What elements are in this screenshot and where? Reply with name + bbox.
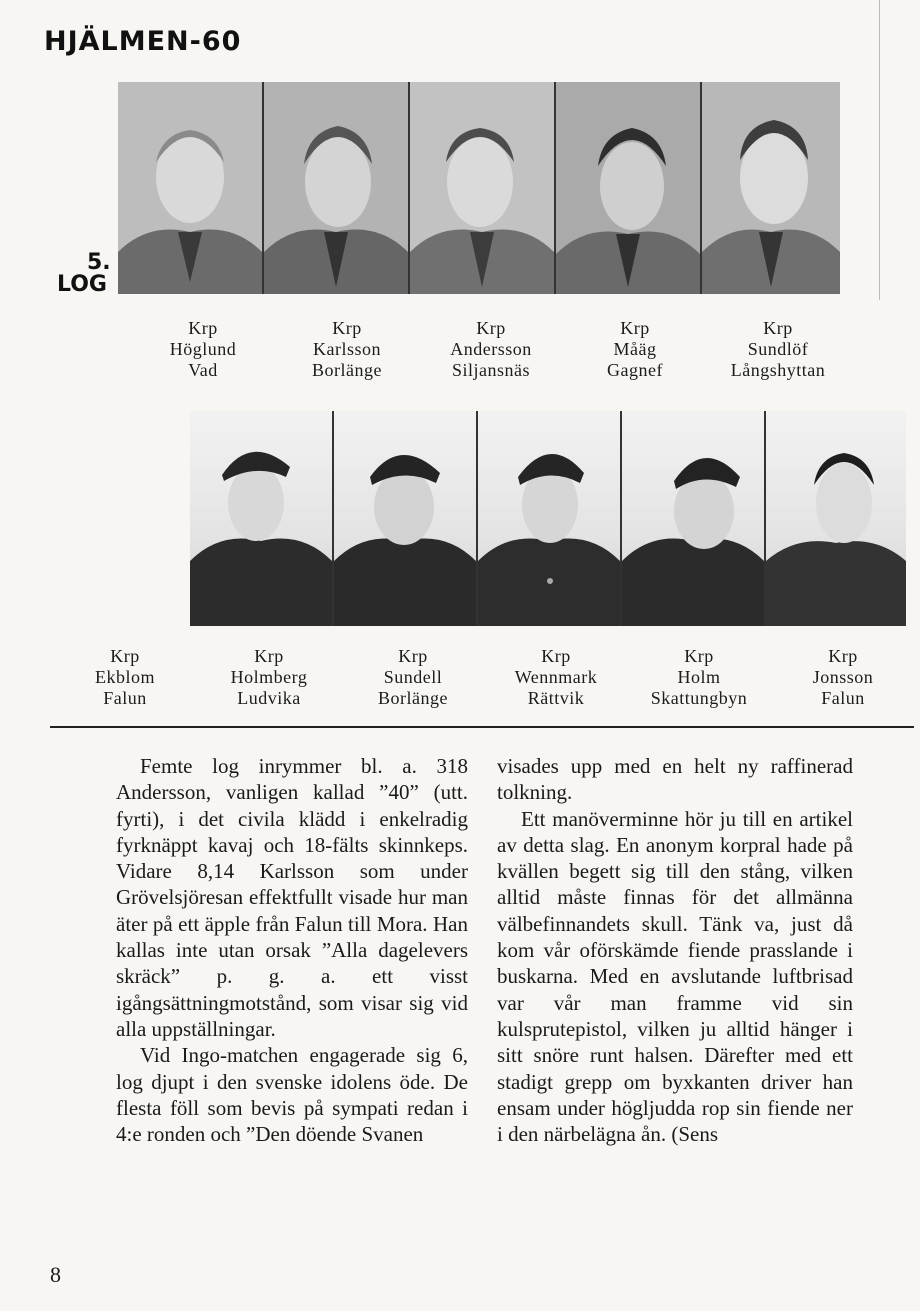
portrait-image [556, 82, 700, 294]
portrait-image [766, 411, 906, 626]
caption-name: Jonsson [812, 667, 874, 687]
caption-rank: Krp [398, 646, 428, 666]
caption-place: Falun [821, 688, 865, 708]
caption-rank: Krp [763, 318, 793, 338]
caption-name: Måäg [613, 339, 657, 359]
portrait-image [702, 82, 840, 294]
caption-maag [560, 318, 710, 381]
caption-name: Sundell [383, 667, 443, 687]
article-column-right [497, 753, 853, 1147]
portrait-photo [190, 411, 334, 626]
caption-rank: Krp [620, 318, 650, 338]
article-paragraph: visades upp med en helt ny raffinerad tolkning. [497, 754, 853, 805]
portrait-image [190, 411, 332, 626]
section-number: 5. [87, 250, 111, 275]
caption-holm [624, 646, 774, 709]
caption-rank: Krp [332, 318, 362, 338]
article-paragraph: Femte log inrymmer bl. a. 318 Andersson, vanligen kallad ”40” (utt. fyrti), i det civila klädd i enkelradig fyrknäppt kavaj och 18-fälts skinnkeps. Vidare 8,14 Karlsson som under Grövelsjöresan effektfullt visade hur man äter på ett äpple från Falun till Mora. Han kallas inte utan orsak ”Alla dagelevers skräck” p. g. a. ett visst igångsättningmotstånd, som visar sig vid alla uppställningar. [116, 754, 468, 1041]
article-paragraph: Vid Ingo-matchen engagerade sig 6, log djupt i den svenske idolens öde. De flesta föll som bevis på sympati redan i 4:e ronden och ”Den döende Svanen [116, 1043, 468, 1147]
section-name: LOG [57, 272, 107, 297]
portrait-photo [622, 411, 766, 626]
caption-rank: Krp [254, 646, 284, 666]
portrait-photo [264, 82, 410, 294]
caption-name: Höglund [169, 339, 237, 359]
caption-place: Borlänge [378, 688, 448, 708]
caption-name: Sundlöf [747, 339, 809, 359]
caption-andersson [416, 318, 566, 381]
caption-name: Andersson [450, 339, 532, 359]
portrait-photo [556, 82, 702, 294]
section-label [57, 252, 111, 296]
portrait-row-1 [118, 82, 840, 294]
caption-sundlof [703, 318, 853, 381]
caption-holmberg [194, 646, 344, 709]
scan-edge-line [879, 0, 880, 300]
portrait-photo [410, 82, 556, 294]
caption-place: Siljansnäs [451, 360, 530, 380]
caption-ekblom [50, 646, 200, 709]
portrait-image [334, 411, 476, 626]
caption-rank: Krp [828, 646, 858, 666]
caption-rank: Krp [188, 318, 218, 338]
caption-hoglund [128, 318, 278, 381]
caption-place: Långshyttan [730, 360, 826, 380]
caption-rank: Krp [684, 646, 714, 666]
article-paragraph: Ett manöverminne hör ju till en artikel av detta slag. En anonym korpral hade på kvällen begett sig till den stång, vilken alltid måste finnas för det allmänna välbefinnandets skull. Tänk va, just då kom vår oförskämde fiende prasslande i buskarna. Med en avslutande luftbrisad var vår man framme vid sin kulsprutepistol, vilken ju alltid hänger i sitt snöre runt halsen. Därefter med ett stadigt grepp om byxkanten driver han ensam under högljudda rop sin fiende ner i den närbelägna ån. (Sens [497, 806, 853, 1147]
portrait-image [410, 82, 554, 294]
caption-place: Gagnef [607, 360, 663, 380]
caption-jonsson [768, 646, 918, 709]
magazine-title: HJÄLMEN-60 [44, 26, 242, 57]
divider-rule [50, 726, 914, 728]
caption-place: Borlänge [312, 360, 382, 380]
caption-place: Rättvik [527, 688, 585, 708]
portrait-row-2 [190, 411, 906, 626]
caption-name: Wennmark [514, 667, 598, 687]
portrait-image [478, 411, 620, 626]
portrait-photo [702, 82, 840, 294]
caption-rank: Krp [476, 318, 506, 338]
caption-sundell [338, 646, 488, 709]
caption-place: Falun [103, 688, 147, 708]
portrait-image [622, 411, 764, 626]
caption-karlsson [272, 318, 422, 381]
caption-rank: Krp [541, 646, 571, 666]
caption-name: Holmberg [230, 667, 308, 687]
portrait-photo [118, 82, 264, 294]
caption-name: Ekblom [95, 667, 155, 687]
portrait-image [264, 82, 408, 294]
portrait-photo [478, 411, 622, 626]
page-number: 8 [50, 1262, 61, 1287]
portrait-photo [334, 411, 478, 626]
caption-name: Karlsson [313, 339, 381, 359]
caption-place: Ludvika [237, 688, 301, 708]
caption-place: Vad [188, 360, 218, 380]
caption-name: Holm [677, 667, 721, 687]
portrait-image [118, 82, 262, 294]
caption-wennmark [481, 646, 631, 709]
portrait-photo [766, 411, 906, 626]
article-column-left [116, 753, 468, 1147]
caption-place: Skattungbyn [650, 688, 748, 708]
caption-rank: Krp [110, 646, 140, 666]
